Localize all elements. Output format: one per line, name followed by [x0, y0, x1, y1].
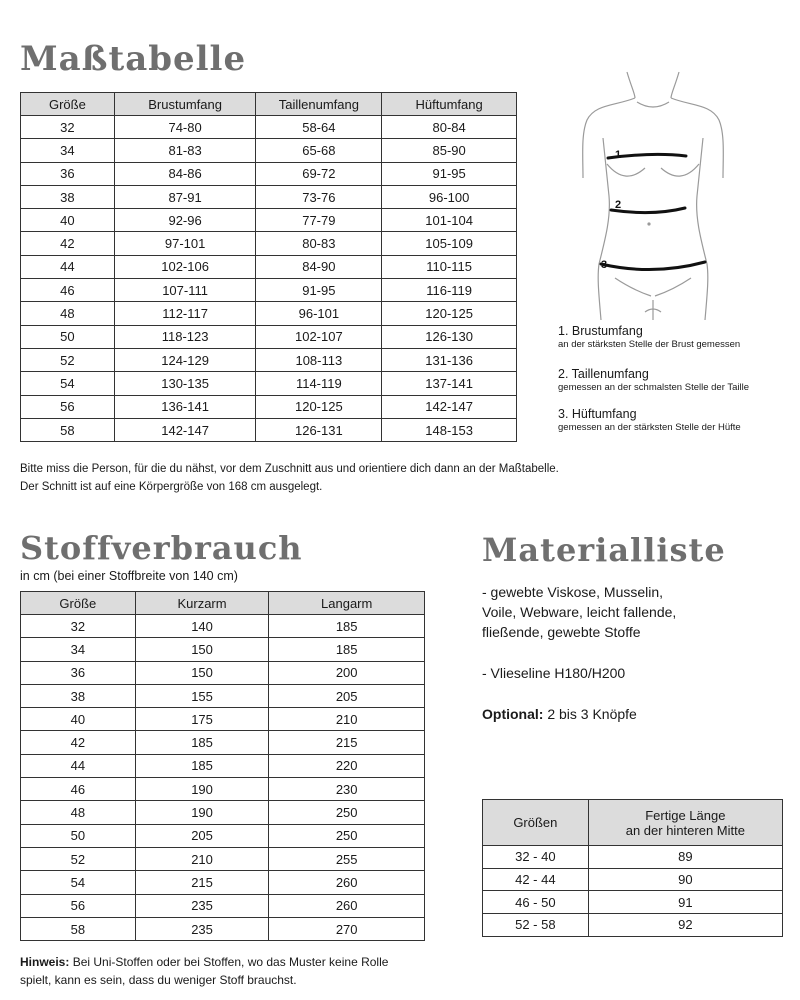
- laenge-header-line1: Fertige Länge: [645, 807, 726, 823]
- hip-measure-line: [601, 262, 705, 270]
- material-line-1: - gewebte Viskose, Musselin,: [482, 584, 664, 600]
- laenge-body: [483, 846, 783, 937]
- table-cell: 102-106: [114, 255, 256, 278]
- table-row: [21, 162, 517, 185]
- table-row: [21, 824, 425, 847]
- table-row: [21, 801, 425, 824]
- marker-1: 1: [615, 149, 622, 161]
- table-cell: 87-91: [114, 185, 256, 208]
- table-cell: 44: [21, 754, 136, 777]
- table-cell: 131-136: [382, 348, 517, 371]
- table-cell: 77-79: [256, 209, 382, 232]
- table-cell: 124-129: [114, 348, 256, 371]
- table-cell: 32: [21, 615, 136, 638]
- table-cell: 220: [269, 754, 425, 777]
- table-cell: 58: [21, 418, 115, 441]
- table-cell: 46: [21, 778, 136, 801]
- masstabelle-note-line1: Bitte miss die Person, für die du nähst, vor dem Zuschnitt aus und orientiere dich dann an der Maßtabelle.: [20, 463, 559, 475]
- table-row: [21, 395, 517, 418]
- table-cell: 107-111: [114, 279, 256, 302]
- neck-outline: [627, 72, 679, 98]
- hip-crease-outline: [615, 278, 691, 296]
- table-cell: 150: [135, 661, 269, 684]
- materialliste-title: Materialliste: [482, 531, 726, 569]
- table-cell: 150: [135, 638, 269, 661]
- table-row: [21, 684, 425, 707]
- table-cell: 190: [135, 801, 269, 824]
- optional-text: 2 bis 3 Knöpfe: [547, 706, 637, 722]
- laenge-table: [482, 799, 783, 937]
- table-cell: 136-141: [114, 395, 256, 418]
- table-cell: 255: [269, 847, 425, 870]
- table-cell: 56: [21, 395, 115, 418]
- table-cell: 120-125: [256, 395, 382, 418]
- column-header: Kurzarm: [135, 592, 269, 615]
- table-cell: 81-83: [114, 139, 256, 162]
- legend-title: 2. Taillenumfang: [558, 367, 649, 381]
- table-cell: 205: [269, 684, 425, 707]
- table-row: [21, 139, 517, 162]
- table-cell: 185: [269, 638, 425, 661]
- table-cell: 48: [21, 801, 136, 824]
- table-cell: 46 - 50: [483, 891, 589, 914]
- table-cell: 90: [588, 868, 782, 891]
- bust-outline: [607, 164, 699, 176]
- table-row: [21, 615, 425, 638]
- table-row: [21, 894, 425, 917]
- table-row: [21, 708, 425, 731]
- table-row: [21, 116, 517, 139]
- table-cell: 97-101: [114, 232, 256, 255]
- hinweis-label: Hinweis:: [20, 955, 70, 969]
- table-cell: 56: [21, 894, 136, 917]
- table-cell: 58-64: [256, 116, 382, 139]
- column-header: Langarm: [269, 592, 425, 615]
- table-cell: 155: [135, 684, 269, 707]
- legend-subtitle: gemessen an der stärksten Stelle der Hüfte: [558, 422, 741, 433]
- table-cell: 32 - 40: [483, 846, 589, 869]
- table-cell: 185: [135, 754, 269, 777]
- hinweis-text: Bei Uni-Stoffen oder bei Stoffen, wo das Muster keine Rolle: [72, 955, 389, 969]
- table-cell: 42 - 44: [483, 868, 589, 891]
- table-cell: 126-130: [382, 325, 517, 348]
- table-cell: 250: [269, 801, 425, 824]
- marker-3: 3: [601, 259, 608, 271]
- table-cell: 140: [135, 615, 269, 638]
- table-cell: 48: [21, 302, 115, 325]
- table-row: [21, 418, 517, 441]
- table-row: [21, 754, 425, 777]
- collarbone-outline: [637, 102, 669, 107]
- table-cell: 200: [269, 661, 425, 684]
- column-header: Größe: [21, 93, 115, 116]
- masstabelle-body: [21, 116, 517, 442]
- table-row: [483, 914, 783, 937]
- table-cell: 91-95: [256, 279, 382, 302]
- body-measurement-figure: [575, 68, 735, 320]
- table-cell: 96-101: [256, 302, 382, 325]
- legend-subtitle: an der stärksten Stelle der Brust gemessen: [558, 339, 741, 350]
- masstabelle-title: Maßtabelle: [20, 39, 247, 79]
- table-cell: 215: [135, 871, 269, 894]
- navel-marker: [647, 222, 650, 225]
- table-cell: 205: [135, 824, 269, 847]
- table-row: [21, 209, 517, 232]
- table-cell: 40: [21, 209, 115, 232]
- table-cell: 250: [269, 824, 425, 847]
- table-row: [21, 279, 517, 302]
- marker-2: 2: [615, 199, 622, 211]
- legend-subtitle: gemessen an der schmalsten Stelle der Taille: [558, 382, 749, 393]
- table-cell: 58: [21, 917, 136, 940]
- table-cell: 235: [135, 917, 269, 940]
- table-cell: 36: [21, 661, 136, 684]
- column-header: Taillenumfang: [256, 93, 382, 116]
- stoffverbrauch-body: [21, 615, 425, 941]
- table-row: [21, 638, 425, 661]
- table-cell: 80-83: [256, 232, 382, 255]
- table-cell: 65-68: [256, 139, 382, 162]
- table-cell: 190: [135, 778, 269, 801]
- table-row: [483, 846, 783, 869]
- table-cell: 175: [135, 708, 269, 731]
- table-cell: 32: [21, 116, 115, 139]
- table-row: [483, 868, 783, 891]
- table-cell: 50: [21, 824, 136, 847]
- table-cell: 108-113: [256, 348, 382, 371]
- table-cell: 73-76: [256, 185, 382, 208]
- table-cell: 38: [21, 684, 136, 707]
- table-cell: 34: [21, 139, 115, 162]
- column-header: Hüftumfang: [382, 93, 517, 116]
- table-row: [483, 891, 783, 914]
- table-cell: 36: [21, 162, 115, 185]
- table-cell: 102-107: [256, 325, 382, 348]
- material-line-3: fließende, gewebte Stoffe: [482, 624, 641, 640]
- table-cell: 52 - 58: [483, 914, 589, 937]
- table-cell: 101-104: [382, 209, 517, 232]
- table-row: [21, 731, 425, 754]
- table-cell: 96-100: [382, 185, 517, 208]
- table-cell: 215: [269, 731, 425, 754]
- table-row: [21, 661, 425, 684]
- table-cell: 120-125: [382, 302, 517, 325]
- hinweis-line1: [20, 954, 388, 971]
- legend-item-huefte: [558, 407, 741, 434]
- stoffverbrauch-title: Stoffverbrauch: [20, 529, 303, 567]
- hinweis-line2: spielt, kann es sein, dass du weniger Stoff brauchst.: [20, 973, 297, 987]
- table-cell: 110-115: [382, 255, 517, 278]
- material-line-2: Voile, Webware, leicht fallende,: [482, 604, 677, 620]
- masstabelle-table: [20, 92, 517, 442]
- table-cell: 89: [588, 846, 782, 869]
- table-cell: 84-86: [114, 162, 256, 185]
- table-cell: 230: [269, 778, 425, 801]
- table-cell: 91: [588, 891, 782, 914]
- table-cell: 74-80: [114, 116, 256, 139]
- table-cell: 54: [21, 372, 115, 395]
- table-cell: 260: [269, 871, 425, 894]
- table-cell: 118-123: [114, 325, 256, 348]
- legend-item-taille: [558, 367, 749, 394]
- laenge-header-line2: an der hinteren Mitte: [625, 822, 745, 838]
- table-row: [21, 348, 517, 371]
- table-cell: 235: [135, 894, 269, 917]
- table-cell: 142-147: [114, 418, 256, 441]
- table-cell: 52: [21, 348, 115, 371]
- legend-title: 3. Hüftumfang: [558, 407, 637, 421]
- table-cell: 46: [21, 279, 115, 302]
- table-cell: 148-153: [382, 418, 517, 441]
- table-cell: 91-95: [382, 162, 517, 185]
- table-cell: 185: [269, 615, 425, 638]
- table-row: [21, 372, 517, 395]
- legend-title: 1. Brustumfang: [558, 324, 643, 338]
- stoffverbrauch-subtitle: in cm (bei einer Stoffbreite von 140 cm): [20, 569, 238, 583]
- table-row: [21, 302, 517, 325]
- table-cell: 270: [269, 917, 425, 940]
- table-cell: 142-147: [382, 395, 517, 418]
- table-cell: 42: [21, 232, 115, 255]
- table-cell: 38: [21, 185, 115, 208]
- table-cell: 137-141: [382, 372, 517, 395]
- table-cell: 126-131: [256, 418, 382, 441]
- column-header-laenge: [588, 800, 782, 846]
- table-cell: 112-117: [114, 302, 256, 325]
- material-line-4: - Vlieseline H180/H200: [482, 665, 626, 681]
- table-cell: 84-90: [256, 255, 382, 278]
- table-row: [21, 255, 517, 278]
- legend-item-brust: [558, 324, 740, 351]
- thigh-outline: [645, 300, 661, 320]
- table-cell: 130-135: [114, 372, 256, 395]
- material-optional: [482, 705, 637, 724]
- column-header: Größe: [21, 592, 136, 615]
- waist-measure-line: [611, 208, 685, 213]
- table-cell: 92-96: [114, 209, 256, 232]
- table-cell: 260: [269, 894, 425, 917]
- table-row: [21, 778, 425, 801]
- optional-label: Optional:: [482, 706, 544, 722]
- table-cell: 114-119: [256, 372, 382, 395]
- table-cell: 116-119: [382, 279, 517, 302]
- table-cell: 42: [21, 731, 136, 754]
- stoffverbrauch-table: [20, 591, 425, 941]
- table-row: [21, 232, 517, 255]
- table-cell: 210: [135, 847, 269, 870]
- table-cell: 105-109: [382, 232, 517, 255]
- column-header: Brustumfang: [114, 93, 256, 116]
- table-cell: 80-84: [382, 116, 517, 139]
- table-row: [21, 847, 425, 870]
- table-cell: 92: [588, 914, 782, 937]
- masstabelle-note-line2: Der Schnitt ist auf eine Körpergröße von 168 cm ausgelegt.: [20, 481, 323, 493]
- table-row: [21, 917, 425, 940]
- table-cell: 40: [21, 708, 136, 731]
- table-cell: 50: [21, 325, 115, 348]
- table-cell: 69-72: [256, 162, 382, 185]
- table-row: [21, 871, 425, 894]
- column-header-groessen: Größen: [483, 800, 589, 846]
- table-cell: 44: [21, 255, 115, 278]
- table-cell: 185: [135, 731, 269, 754]
- table-cell: 85-90: [382, 139, 517, 162]
- table-cell: 52: [21, 847, 136, 870]
- table-cell: 210: [269, 708, 425, 731]
- table-row: [21, 325, 517, 348]
- table-row: [21, 185, 517, 208]
- table-cell: 54: [21, 871, 136, 894]
- table-cell: 34: [21, 638, 136, 661]
